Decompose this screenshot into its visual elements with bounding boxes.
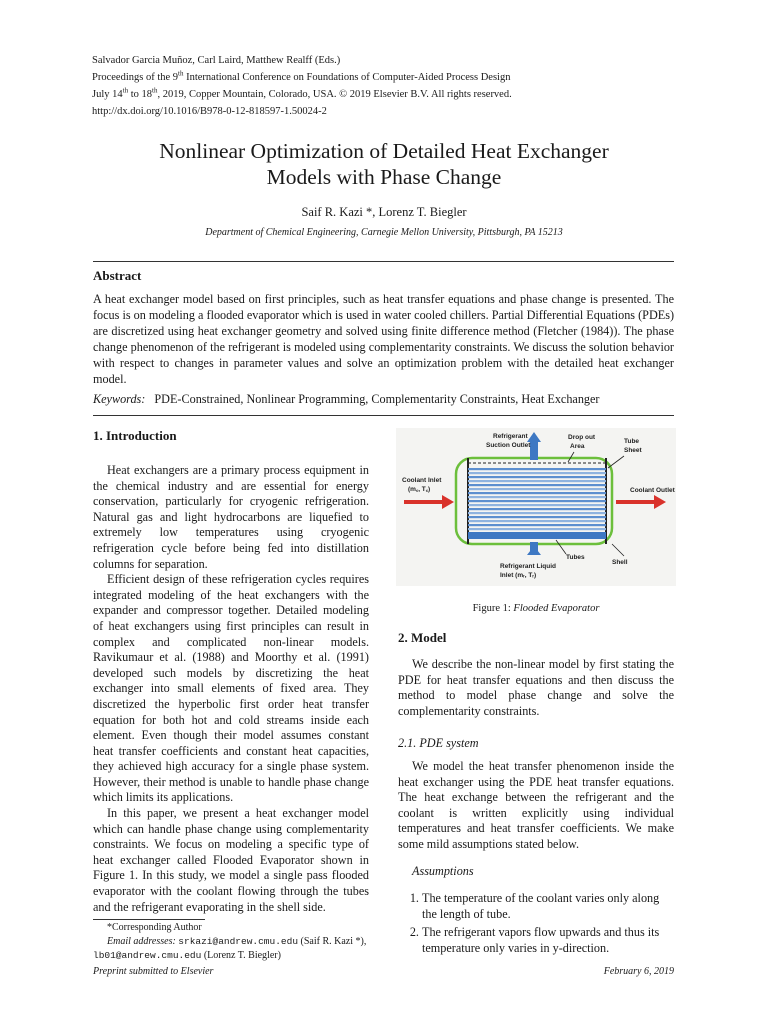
editors: Salvador Garcia Muñoz, Carl Laird, Matthew Realff (Eds.) bbox=[92, 55, 341, 66]
tube bbox=[468, 468, 606, 470]
affiliation: Department of Chemical Engineering, Carnegie Mellon University, Pittsburgh, PA 15213 bbox=[205, 227, 563, 238]
authors: Saif R. Kazi *, Lorenz T. Biegler bbox=[301, 205, 467, 219]
evaporator-diagram bbox=[396, 428, 676, 586]
intro-body bbox=[93, 463, 369, 915]
label-refrigerant: Refrigerant bbox=[493, 433, 528, 440]
tube bbox=[468, 484, 606, 486]
corresponding-author: *Corresponding Author bbox=[107, 922, 202, 933]
tube bbox=[468, 512, 606, 514]
email-line-1: Email addresses: srkazi@andrew.cmu.edu (Saif R. Kazi *), bbox=[107, 936, 367, 947]
conference-date: July 14th to 18th, 2019, Copper Mountain, Colorado, USA. © 2019 Elsevier B.V. All rights reserved. bbox=[92, 86, 512, 100]
tube bbox=[468, 520, 606, 522]
tube bbox=[468, 516, 606, 518]
intro-paragraph-1: Heat exchangers are a primary process equipment in the chemical industry and are essential for energy conservation, particularly for cryogenic refrigeration. Natural gas and light hydrocarbons are liquefied to extremely low temperatures using cryogenic refrigeration cycle before being fed into distillation columns for separation. bbox=[93, 463, 369, 571]
figure-caption: Figure 1: Flooded Evaporator bbox=[472, 603, 600, 614]
footer-preprint: Preprint submitted to Elsevier bbox=[93, 966, 214, 977]
divider-bottom bbox=[93, 415, 674, 416]
label-coolant-inlet-sub: (m꜀, T꜀) bbox=[408, 486, 431, 493]
pde-subheading: 2.1. PDE system bbox=[398, 736, 479, 750]
email-2[interactable]: lb01@andrew.cmu.edu bbox=[93, 950, 202, 961]
model-paragraph-2: We model the heat transfer phenomenon inside the heat exchanger using the PDE heat transfer equations. The heat exchange between the refrigerant and the coolant is written explicitly using individual temperatures and heat transfer coefficients. We make some mild assumptions stated below. bbox=[398, 759, 674, 851]
intro-paragraph-3: In this paper, we present a heat exchanger model which can handle phase change using complementarity constraints. We focus on modeling a specific type of heat exchanger called Flooded Evaporator shown in Figure 1. In this study, we model a single pass flooded evaporator with the coolant flowing through the tubes and the refrigerant evaporating in the shell side. bbox=[93, 806, 369, 914]
proceedings-header bbox=[92, 52, 512, 120]
tube bbox=[468, 528, 606, 530]
label-coolant-outlet: Coolant Outlet bbox=[630, 487, 675, 494]
assumption-item: 2. The refrigerant vapors flow upwards and thus its temperature only varies in y-direction. bbox=[422, 925, 674, 956]
tube bbox=[468, 504, 606, 506]
coolant-inlet-arrow bbox=[404, 500, 444, 504]
divider-top bbox=[93, 261, 674, 262]
abstract-heading: Abstract bbox=[93, 268, 142, 283]
tube bbox=[468, 508, 606, 510]
tube bbox=[468, 472, 606, 474]
doi-link[interactable]: http://dx.doi.org/10.1016/B978-0-12-818597-1.50024-2 bbox=[92, 106, 327, 117]
intro-paragraph-2: Efficient design of these refrigeration cycles requires integrated modeling of the heat exchangers with the expander and compressor together. Detailed modeling of heat exchangers using first principles can result in complex and complicated non-linear models. Ravikumaur et al. (1988) and Moorthy et al. (1991) developed such models by discretizing the heat exchanger into small elements of fixed area. They discretized the hyperbolic first order heat transfer equation for both hot and cold streams inside each element. Even though their model assumes constant heat transfer coefficients and constant heat capacities, they achieved high accuracy for a single phase system. However, their method is unable to handle phase change which limits its applications. bbox=[93, 572, 369, 805]
keywords-label: Keywords: bbox=[93, 392, 146, 406]
label-suction-outlet: Suction Outlet bbox=[486, 442, 531, 449]
keywords bbox=[93, 392, 674, 407]
label-shell: Shell bbox=[612, 559, 628, 566]
tube bbox=[468, 488, 606, 490]
suction-outlet-pipe bbox=[530, 440, 538, 460]
keywords-list: PDE-Constrained, Nonlinear Programming, Complementarity Constraints, Heat Exchanger bbox=[154, 392, 600, 406]
tube bbox=[468, 476, 606, 478]
footer-date: February 6, 2019 bbox=[603, 966, 674, 977]
footnote-rule bbox=[93, 919, 205, 920]
email-1[interactable]: srkazi@andrew.cmu.edu bbox=[178, 936, 299, 947]
label-tube: Tube bbox=[624, 438, 640, 445]
pde-body bbox=[398, 759, 674, 853]
model-heading: 2. Model bbox=[398, 630, 447, 645]
label-drop-out: Drop out bbox=[568, 434, 596, 441]
tube bbox=[468, 500, 606, 502]
model-paragraph-1: We describe the non-linear model by first stating the PDE for heat transfer equations and then discuss the method to model phase change and solve the complementarity constraints. bbox=[398, 657, 674, 718]
label-tubes: Tubes bbox=[566, 554, 585, 561]
intro-heading: 1. Introduction bbox=[93, 428, 177, 443]
label-coolant-inlet: Coolant Inlet bbox=[402, 477, 442, 484]
label-refrigerant-liquid: Refrigerant Liquid bbox=[500, 563, 556, 570]
label-area: Area bbox=[570, 443, 585, 450]
coolant-outlet-arrow bbox=[616, 500, 656, 504]
paper-title: Nonlinear Optimization of Detailed Heat Exchanger Models with Phase Change bbox=[159, 139, 609, 189]
tube bbox=[468, 492, 606, 494]
tube bbox=[468, 496, 606, 498]
tube bbox=[468, 480, 606, 482]
label-sheet: Sheet bbox=[624, 447, 642, 454]
label-refrigerant-inlet: Inlet (mᵣ, Tᵣ) bbox=[500, 572, 537, 579]
tube bbox=[468, 524, 606, 526]
liquid-band bbox=[468, 532, 606, 539]
abstract-text: A heat exchanger model based on first principles, such as heat transfer equations and phase change is presented. The focus is on modeling a flooded evaporator which is used in water cooled chillers. Partial Differential Equations (PDEs) are discretized using heat exchanger geometry and solved using finite difference method (Fletcher (1984)). The phase change phenomenon of the refrigerant is modeled using complementarity constraints. We discuss the solution behavior with respect to changes in parameter values and solve an optimization problem with the detailed heat exchanger model. bbox=[93, 292, 674, 386]
footnote bbox=[93, 921, 393, 963]
proceedings-line: Proceedings of the 9th International Conference on Foundations of Computer-Aided Process Design bbox=[92, 69, 511, 83]
email-line-2: lb01@andrew.cmu.edu (Lorenz T. Biegler) bbox=[93, 950, 281, 961]
figure-flooded-evaporator bbox=[396, 428, 676, 586]
assumption-item: 1. The temperature of the coolant varies only along the length of tube. bbox=[422, 891, 674, 922]
assumptions-list bbox=[398, 891, 674, 959]
model-intro bbox=[398, 657, 674, 719]
assumptions-heading: Assumptions bbox=[412, 864, 474, 878]
